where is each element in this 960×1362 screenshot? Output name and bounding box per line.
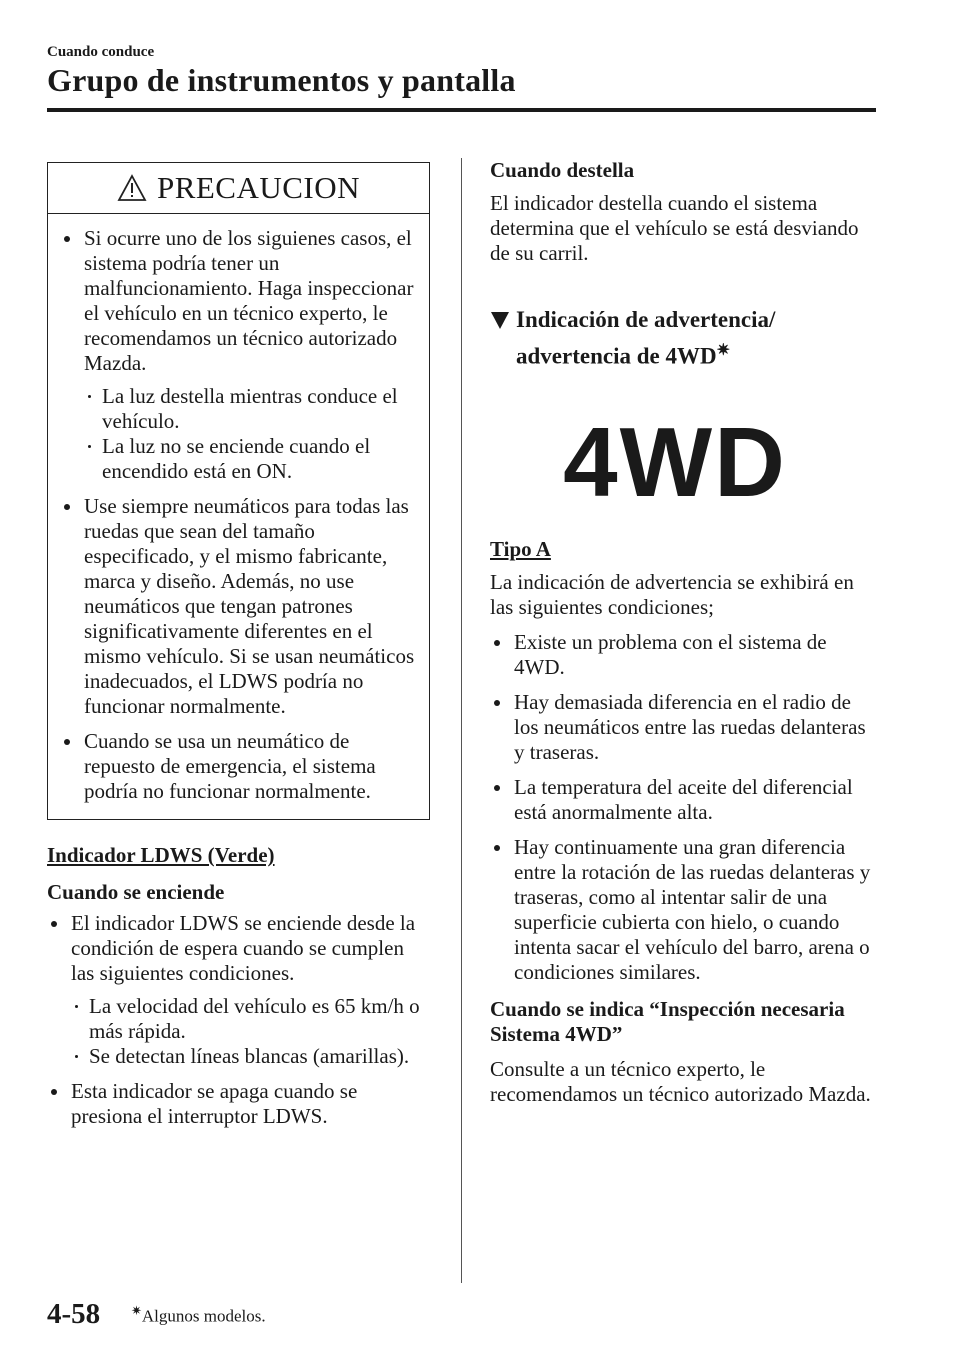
- list-item: [47, 1044, 430, 1069]
- condition-text: Hay continuamente una gran diferencia entre la rotación de las ruedas delanteras y traseras, como al intentar salir de una superficie cubierta con hielo, o cuando intenta sacar el vehículo del barro, arena o condiciones similares.: [514, 834, 871, 984]
- section-heading-text: [516, 304, 775, 372]
- asterisk-icon: ✷: [716, 342, 730, 359]
- ldws-on-heading: Cuando se enciende: [47, 880, 225, 904]
- list-item: [60, 226, 419, 484]
- ldws-sublist: [47, 994, 430, 1069]
- bullet-icon: [494, 700, 500, 706]
- bullet-icon: [88, 395, 91, 398]
- section-heading-4wd: [490, 304, 880, 372]
- running-header-section: Cuando conduce: [47, 44, 155, 60]
- flash-heading: Cuando destella: [490, 158, 635, 182]
- condition-text: Existe un problema con el sistema de 4WD.: [514, 629, 827, 679]
- type-heading: Tipo A: [490, 536, 551, 561]
- bullet-icon: [75, 1005, 78, 1008]
- bullet-icon: [494, 845, 500, 851]
- ldws-section: [47, 843, 430, 1129]
- type-intro: La indicación de advertencia se exhibirá en las siguientes condiciones;: [490, 569, 854, 619]
- asterisk-icon: ✷: [131, 1303, 142, 1318]
- right-column: [490, 158, 880, 1107]
- inspection-heading: Cuando se indica “Inspección necesaria Sistema 4WD”: [490, 996, 845, 1046]
- ldws-item-text: Esta indicador se apaga cuando se presiona el interruptor LDWS.: [71, 1079, 358, 1128]
- bullet-icon: [88, 445, 91, 448]
- bullet-icon: [494, 640, 500, 646]
- bullet-icon: [75, 1055, 78, 1058]
- ldws-heading: Indicador LDWS (Verde): [47, 843, 275, 867]
- ldws-item-text: El indicador LDWS se enciende desde la condición de espera cuando se cumplen las siguientes condiciones.: [71, 911, 416, 985]
- page-title: Grupo de instrumentos y pantalla: [47, 62, 516, 98]
- section-heading-line2-text: advertencia de 4WD: [516, 343, 717, 369]
- list-item: [47, 911, 430, 986]
- caution-item-text: Si ocurre uno de los siguienes casos, el sistema podría tener un malfuncionamiento. Haga inspeccionar el vehículo en un técnico experto, le recomendamos un técnico autorizado Mazda.: [84, 226, 414, 375]
- conditions-list: [490, 630, 880, 985]
- column-divider: [461, 158, 462, 1283]
- footer-note-text: Algunos modelos.: [141, 1306, 266, 1326]
- list-item: [490, 775, 880, 825]
- caution-box: [47, 162, 430, 820]
- section-heading-line1: Indicación de advertencia/: [516, 307, 776, 332]
- list-item: [60, 729, 419, 804]
- caution-subitem-text: La luz no se enciende cuando el encendido está en ON.: [102, 434, 371, 483]
- warning-triangle-icon: [117, 174, 147, 202]
- triangle-down-icon: [490, 310, 510, 330]
- ldws-subitem-text: Se detectan líneas blancas (amarillas).: [89, 1044, 410, 1068]
- caution-sublist: [60, 384, 419, 484]
- bullet-icon: [64, 504, 70, 510]
- list-item: [490, 690, 880, 765]
- bullet-icon: [64, 236, 70, 242]
- section-heading-line2: [516, 335, 775, 372]
- list-item: [60, 434, 419, 484]
- list-item: [60, 384, 419, 434]
- header-rule: [47, 108, 876, 112]
- caution-title: PRECAUCION: [156, 170, 361, 205]
- caution-item-text: Cuando se usa un neumático de repuesto de emergencia, el sistema podría no funcionar normalmente.: [84, 729, 376, 803]
- caution-list: [60, 226, 419, 804]
- list-item: [60, 494, 419, 719]
- 4wd-warning-display: 4WD: [563, 406, 787, 517]
- ldws-subitem-text: La velocidad del vehículo es 65 km/h o más rápida.: [89, 994, 420, 1043]
- flash-text: El indicador destella cuando el sistema determina que el vehículo se está desviando de su carril.: [490, 191, 859, 265]
- list-item: [47, 994, 430, 1044]
- bullet-icon: [51, 1089, 57, 1095]
- caution-body: [48, 214, 429, 804]
- caution-header: [48, 163, 429, 214]
- list-item: [47, 1079, 430, 1129]
- footer-note: [131, 1303, 266, 1327]
- condition-text: La temperatura del aceite del diferencial está anormalmente alta.: [514, 774, 853, 824]
- bullet-icon: [51, 921, 57, 927]
- page-number: 4-58: [47, 1298, 101, 1330]
- bullet-icon: [494, 785, 500, 791]
- caution-item-text: Use siempre neumáticos para todas las ruedas que sean del tamaño especificado, y el mismo fabricante, marca y diseño. Además, no use neumáticos que tengan patrones significativamente diferentes en el mismo vehículo. Si se usan neumáticos inadecuados, el LDWS podría no funcionar normalmente.: [84, 494, 415, 718]
- caution-subitem-text: La luz destella mientras conduce el vehículo.: [102, 384, 398, 433]
- list-item: [490, 630, 880, 680]
- condition-text: Hay demasiada diferencia en el radio de los neumáticos entre las ruedas delanteras y traseras.: [514, 689, 866, 764]
- inspection-text: Consulte a un técnico experto, le recomendamos un técnico autorizado Mazda.: [490, 1056, 871, 1106]
- bullet-icon: [64, 739, 70, 745]
- list-item: [490, 835, 880, 985]
